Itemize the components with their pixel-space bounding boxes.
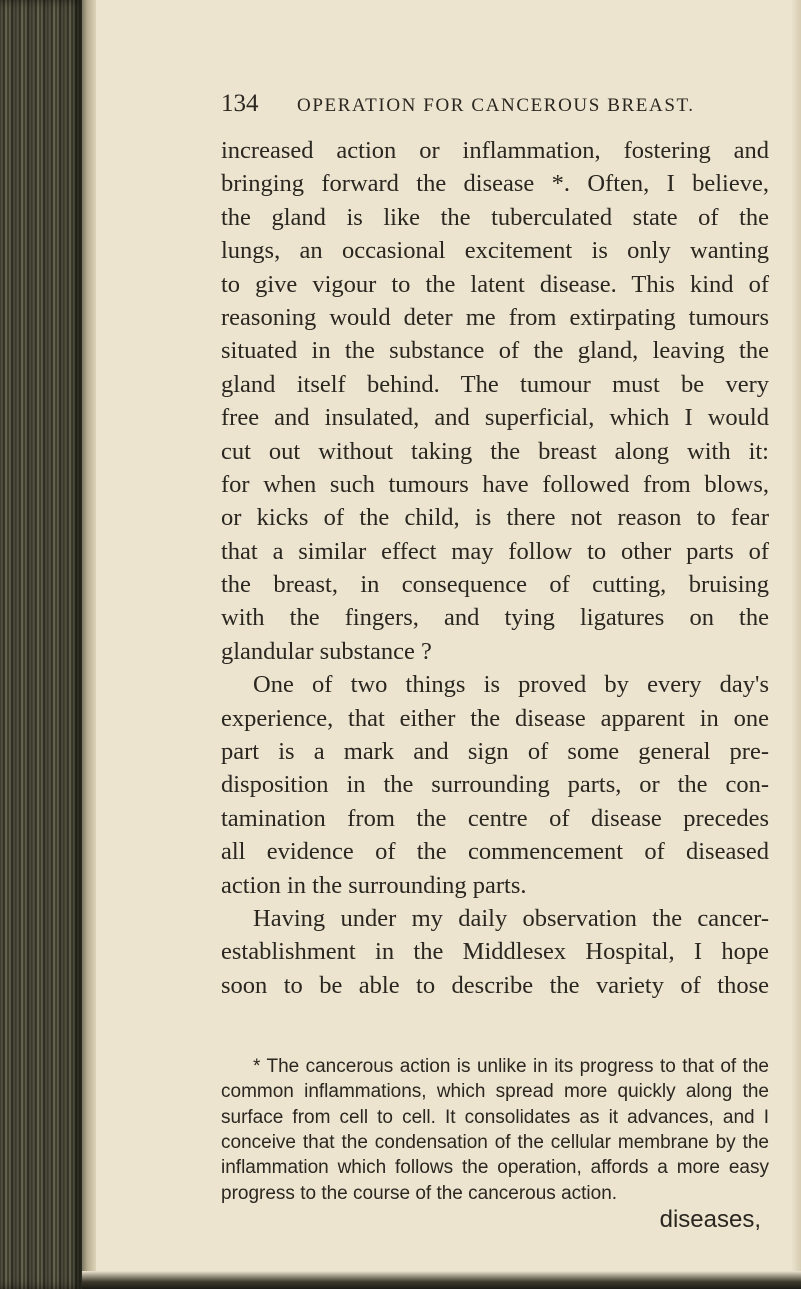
text-line: disposition in the surrounding parts, or the con-: [221, 771, 769, 799]
text-line: experience, that either the disease apparent in one: [221, 704, 769, 732]
running-header: [221, 90, 769, 124]
text-line: or kicks of the child, is there not reason to fear: [221, 504, 769, 532]
text-line: all evidence of the commencement of diseased: [221, 838, 769, 866]
text-line: situated in the substance of the gland, leaving the: [221, 337, 769, 365]
text-line: reasoning would deter me from extirpating tumours: [221, 303, 769, 331]
page-bottom-edge: [82, 1271, 801, 1289]
text-line: the breast, in consequence of cutting, bruising: [221, 571, 769, 599]
text-line: action in the surrounding parts.: [221, 871, 527, 899]
book-page: [221, 90, 769, 1234]
text-line: tamination from the centre of disease precedes: [221, 804, 769, 832]
running-title: OPERATION FOR CANCEROUS BREAST.: [297, 95, 695, 116]
text-line: gland itself behind. The tumour must be very: [221, 370, 769, 398]
text-line: free and insulated, and superficial, which I would: [221, 404, 769, 432]
footnote-line: conceive that the condensation of the cellular membrane by the: [221, 1132, 769, 1154]
text-line: the gland is like the tuberculated state of the: [221, 203, 769, 231]
text-line: One of two things is proved by every day's: [253, 671, 769, 699]
footnote-line: common inflammations, which spread more quickly along the: [221, 1081, 769, 1103]
page-edge: [791, 0, 801, 1289]
text-line: that a similar effect may follow to other parts of: [221, 537, 769, 565]
footnote-line: * The cancerous action is unlike in its progress to that of the: [253, 1056, 769, 1078]
body-text: [221, 134, 769, 1002]
text-line: with the fingers, and tying ligatures on the: [221, 604, 769, 632]
catchword: diseases,: [659, 1205, 761, 1233]
text-line: bringing forward the disease *. Often, I believe,: [221, 170, 769, 198]
text-line: glandular substance ?: [221, 637, 432, 665]
text-line: Having under my daily observation the cancer-: [253, 904, 769, 932]
text-line: lungs, an occasional excitement is only wanting: [221, 237, 769, 265]
text-line: soon to be able to describe the variety of those: [221, 971, 769, 999]
text-line: cut out without taking the breast along with it:: [221, 437, 769, 465]
text-line: increased action or inflammation, fostering and: [221, 137, 769, 164]
footnote-line: inflammation which follows the operation, affords a more easy: [221, 1157, 769, 1179]
footnote-line: surface from cell to cell. It consolidates as it advances, and I: [221, 1106, 769, 1128]
page-number: 134: [221, 90, 259, 117]
footnote-line: progress to the course of the cancerous action.: [221, 1182, 618, 1204]
text-line: for when such tumours have followed from blows,: [221, 470, 769, 498]
text-line: to give vigour to the latent disease. This kind of: [221, 270, 769, 298]
book-spine: [0, 0, 82, 1289]
footnote: [221, 1054, 769, 1206]
text-line: establishment in the Middlesex Hospital, I hope: [221, 938, 769, 966]
page-gutter: [82, 0, 96, 1289]
text-line: part is a mark and sign of some general pre-: [221, 738, 769, 766]
